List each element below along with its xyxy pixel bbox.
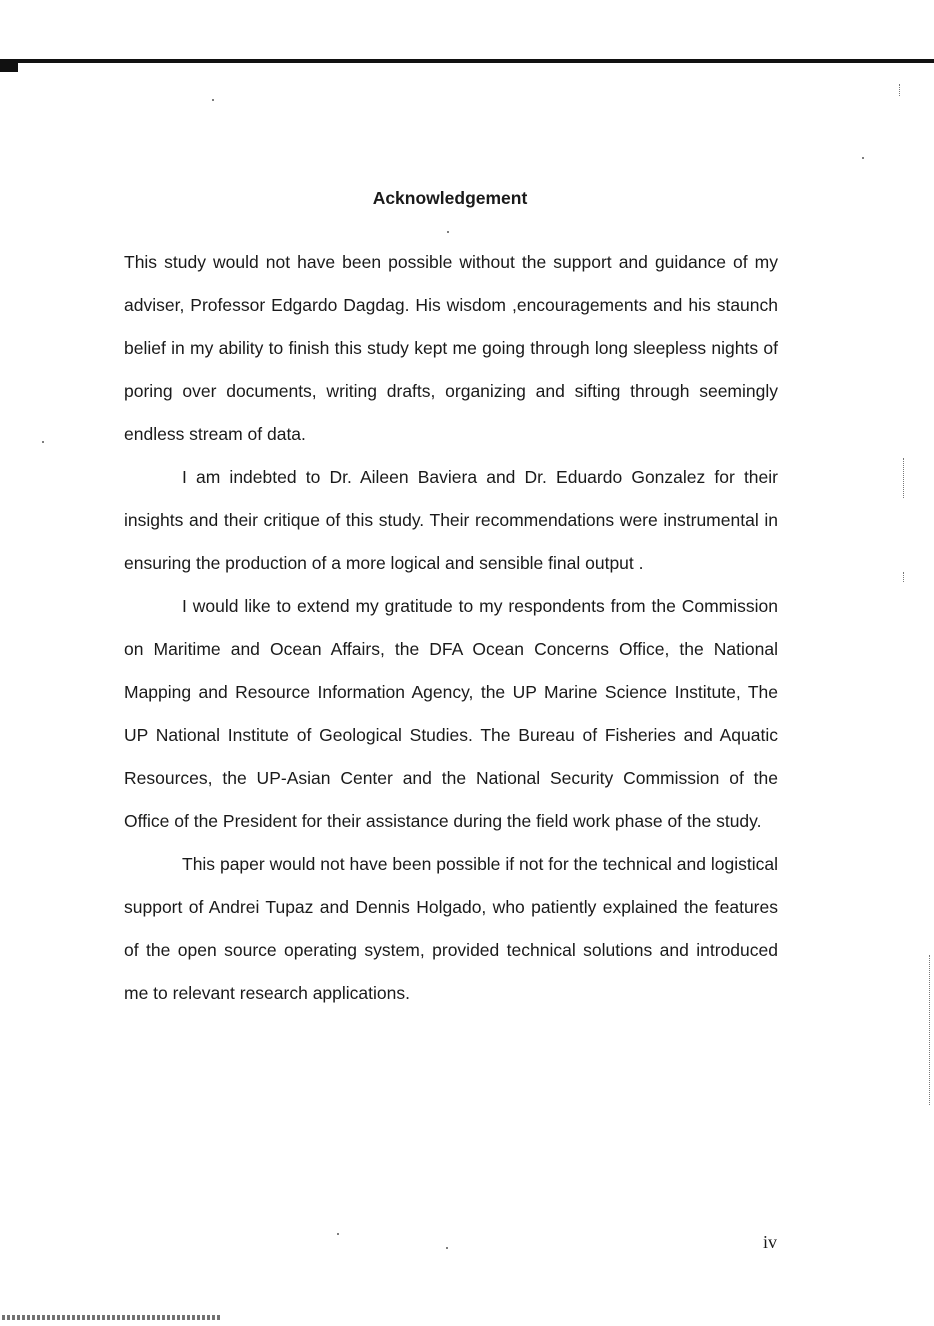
scan-speck	[212, 99, 214, 101]
margin-scan-dots	[903, 572, 905, 582]
scan-speck	[42, 441, 44, 443]
page-number: iv	[763, 1232, 778, 1252]
page-title: Acknowledgement	[372, 188, 528, 208]
scan-footer-stamp	[2, 1315, 222, 1320]
scan-speck	[862, 157, 864, 159]
scan-top-border	[0, 59, 934, 63]
scan-speck	[337, 1233, 339, 1235]
scan-speck	[446, 1247, 448, 1249]
scan-speck	[447, 231, 449, 233]
paragraph-critics: I am indebted to Dr. Aileen Baviera and Dr. Eduardo Gonzalez for their insights and their critique of this study. Their recommendations were instrumental in ensuring the production of a more logical and sensible final output .	[124, 467, 778, 573]
margin-scan-dots	[899, 84, 901, 96]
margin-scan-dots	[903, 458, 905, 498]
paragraph-respondents: I would like to extend my gratitude to my respondents from the Commission on Maritime and Ocean Affairs, the DFA Ocean Concerns Office, the National Mapping and Resource Information Agency, the UP Marine Science Institute, The UP National Institute of Geological Studies. The Bureau of Fisheries and Aquatic Resources, the UP-Asian Center and the National Security Commission of the Office of the President for their assistance during the field work phase of the study.	[124, 596, 778, 831]
acknowledgement-body	[124, 241, 778, 1015]
paragraph-adviser: This study would not have been possible without the support and guidance of my adviser, Professor Edgardo Dagdag. His wisdom ,encouragements and his staunch belief in my ability to finish this study kept me going through long sleepless nights of poring over documents, writing drafts, organizing and sifting through seemingly endless stream of data.	[124, 252, 778, 444]
paragraph-technical-support: This paper would not have been possible if not for the technical and logistical support of Andrei Tupaz and Dennis Holgado, who patiently explained the features of the open source operating system, provided technical solutions and introduced me to relevant research applications.	[124, 854, 778, 1003]
scan-corner-mark	[0, 63, 18, 72]
margin-scan-dots	[929, 955, 931, 1105]
